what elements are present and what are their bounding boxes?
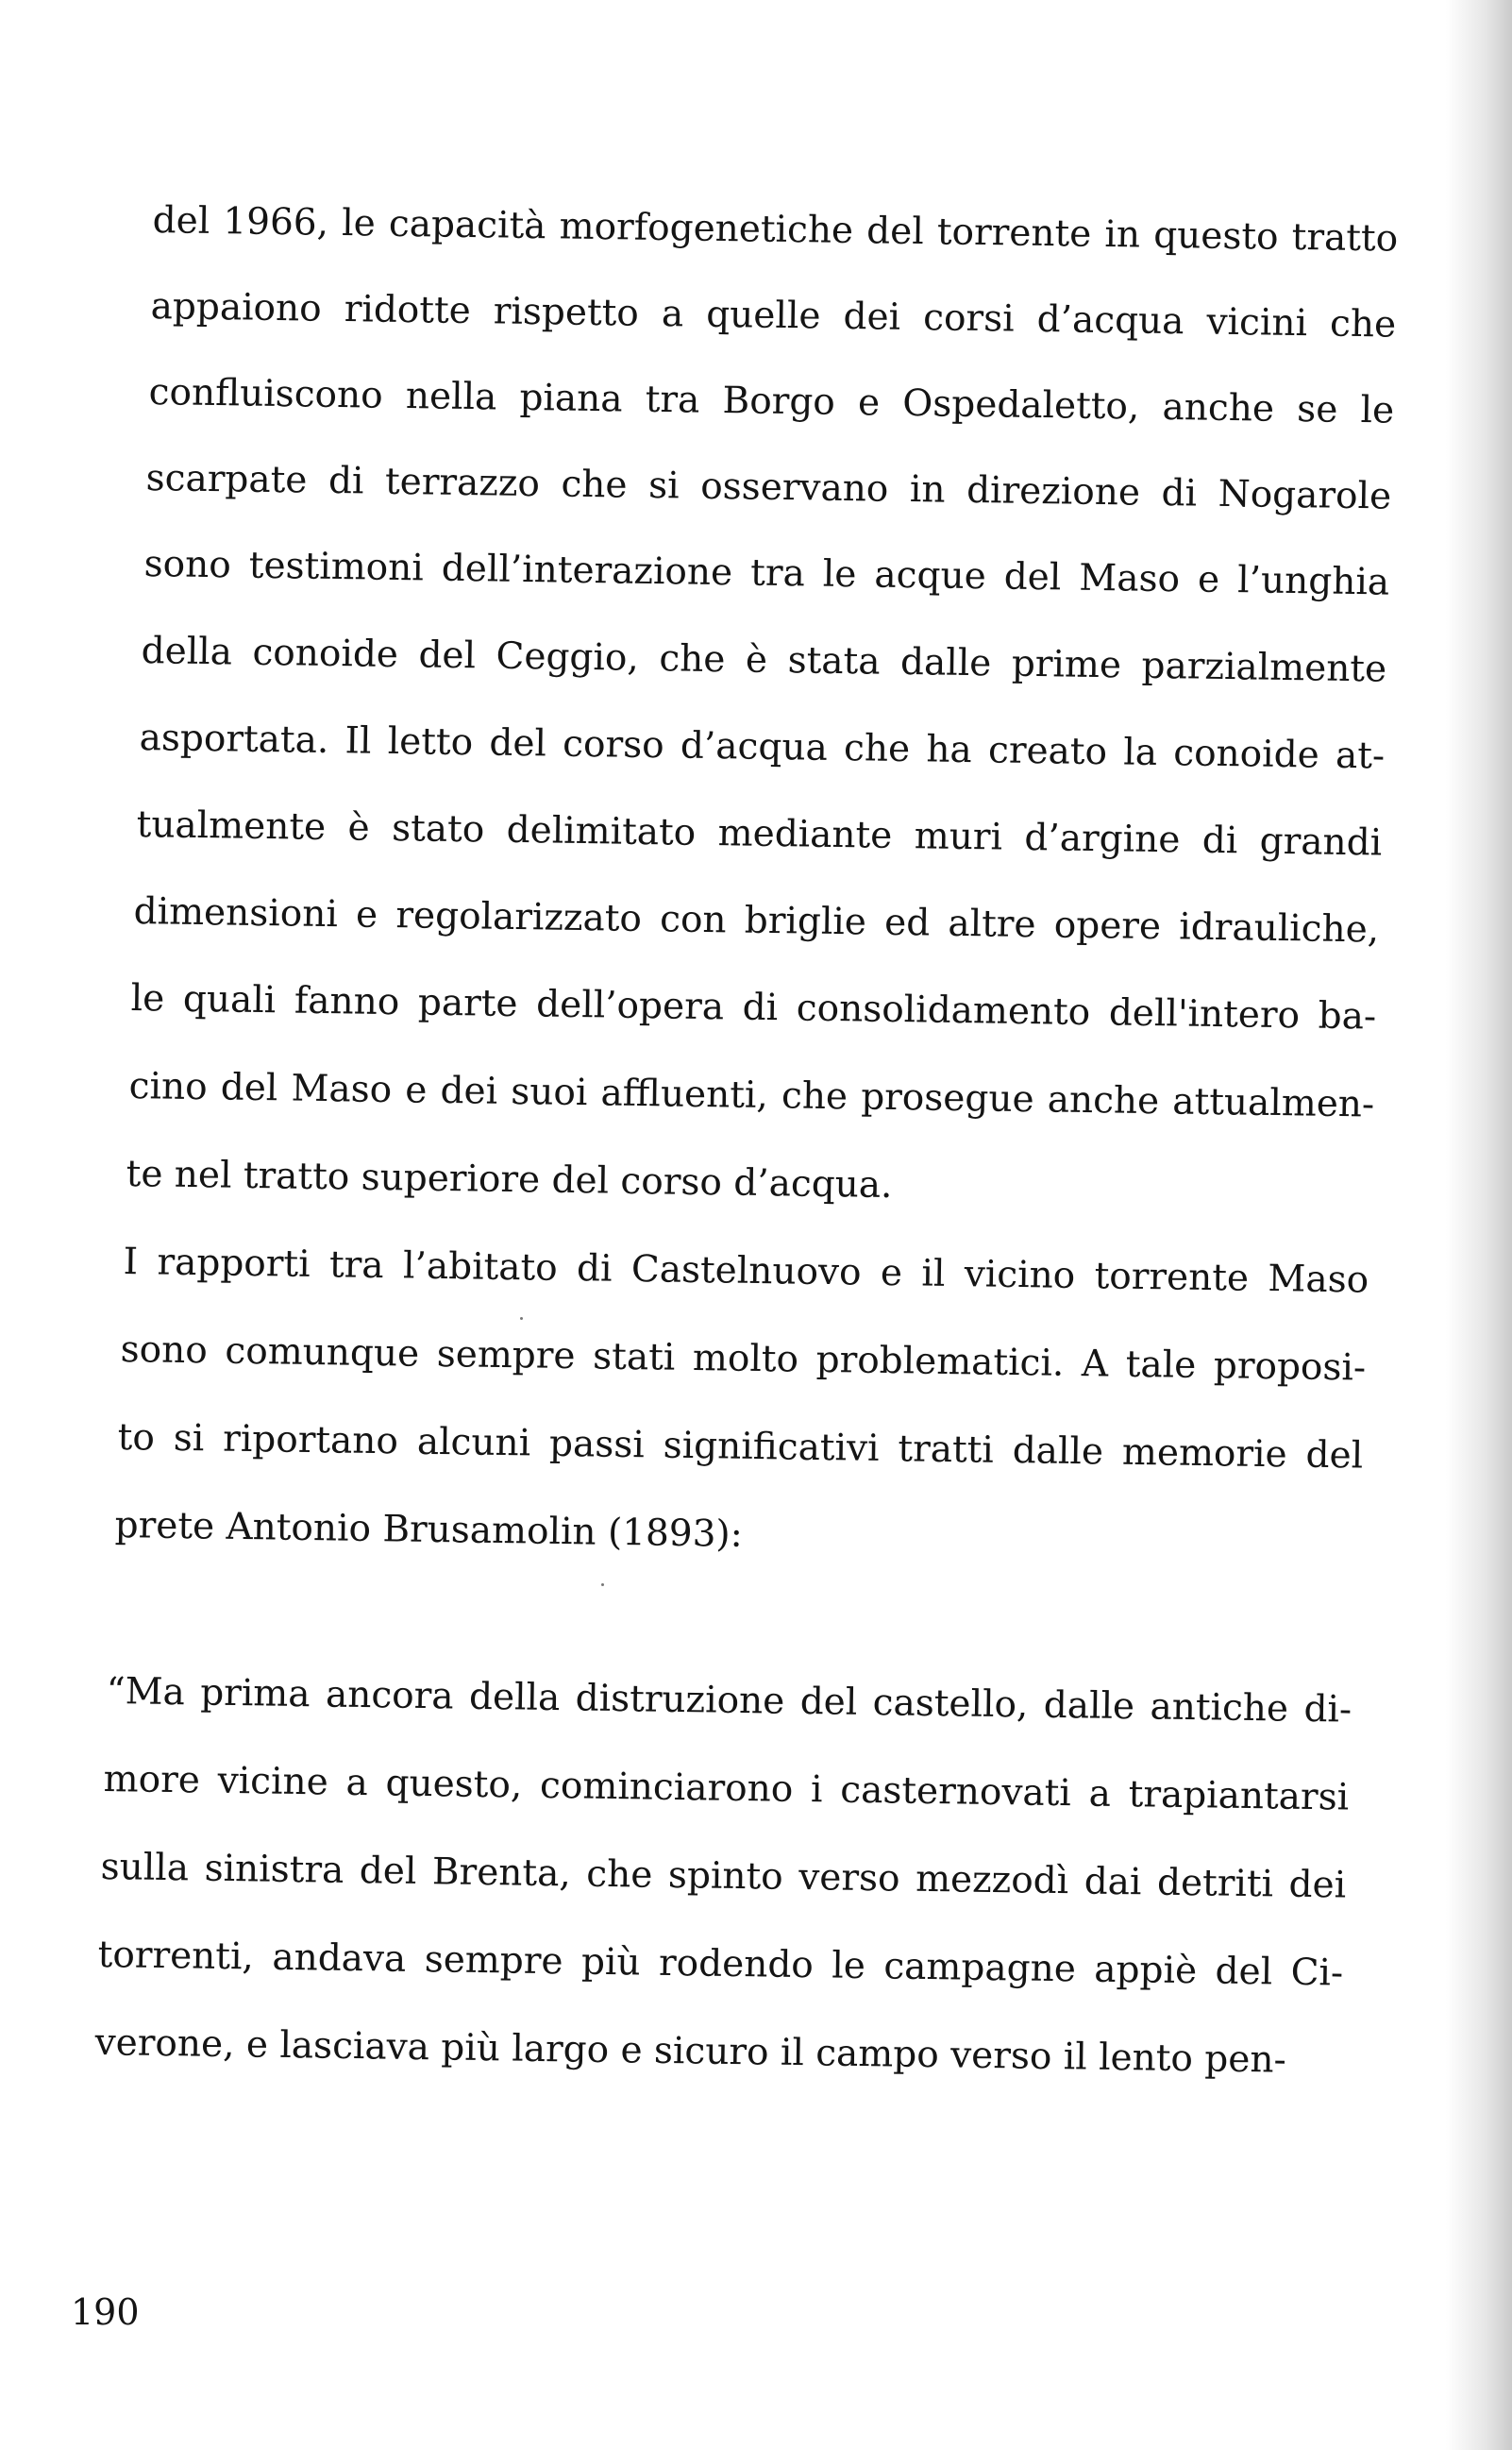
paragraph-2-line-2: sono comunque sempre stati molto problematici. A tale proposi- [120, 1328, 1367, 1390]
paragraph-2-line-3: to si riportano alcuni passi significativi tratti dalle memorie del [117, 1416, 1364, 1478]
paragraph-3-line-2: more vicine a questo, cominciarono i casternovati a trapiantarsi [103, 1758, 1350, 1819]
scan-speck [601, 1583, 604, 1586]
scan-speck [520, 1317, 523, 1320]
paragraph-1-line-2: appaiono ridotte rispetto a quelle dei corsi d’acqua vicini che [150, 285, 1397, 346]
page-number: 190 [71, 2291, 140, 2333]
paragraph-1-line-12: te nel tratto superiore del corso d’acqua. [126, 1153, 893, 1208]
page-edge-shadow [1446, 0, 1512, 2450]
paragraph-2-line-4: prete Antonio Brusamolin (1893): [114, 1504, 744, 1556]
paragraph-1-line-3: confluiscono nella piana tra Borgo e Ospedaletto, anche se le [148, 371, 1395, 432]
paragraph-3-line-1: “Ma prima ancora della distruzione del castello, dalle antiche di- [106, 1670, 1352, 1732]
paragraph-3-line-4: torrenti, andava sempre più rodendo le campagne appiè del Ci- [97, 1934, 1344, 1995]
paragraph-1-line-4: scarpate di terrazzo che si osservano in direzione di Nogarole [145, 457, 1392, 518]
paragraph-1-line-7: asportata. Il letto del corso d’acqua che ha creato la conoide at- [139, 717, 1386, 778]
paragraph-1-line-5: sono testimoni dell’interazione tra le acque del Maso e l’unghia [143, 543, 1390, 604]
paragraph-1-line-11: cino del Maso e dei suoi affluenti, che prosegue anche attualmen- [128, 1065, 1375, 1126]
paragraph-1-line-10: le quali fanno parte dell’opera di consolidamento dell'intero ba- [130, 977, 1377, 1039]
paragraph-1-line-9: dimensioni e regolarizzato con briglie ed altre opere idrauliche, [133, 890, 1380, 952]
paragraph-2-line-1: I rapporti tra l’abitato di Castelnuovo e il vicino torrente Maso [123, 1241, 1369, 1302]
paragraph-3-line-3: sulla sinistra del Brenta, che spinto verso mezzodì dai detriti dei [100, 1846, 1347, 1907]
paragraph-1-line-8: tualmente è stato delimitato mediante muri d’argine di grandi [136, 803, 1383, 865]
paragraph-3-line-5: verone, e lasciava più largo e sicuro il campo verso il lento pen- [94, 2021, 1287, 2082]
paragraph-1-line-1: del 1966, le capacità morfogenetiche del torrente in questo tratto [152, 199, 1399, 261]
paragraph-1-line-6: della conoide del Ceggio, che è stata dalle prime parzialmente [141, 630, 1387, 691]
